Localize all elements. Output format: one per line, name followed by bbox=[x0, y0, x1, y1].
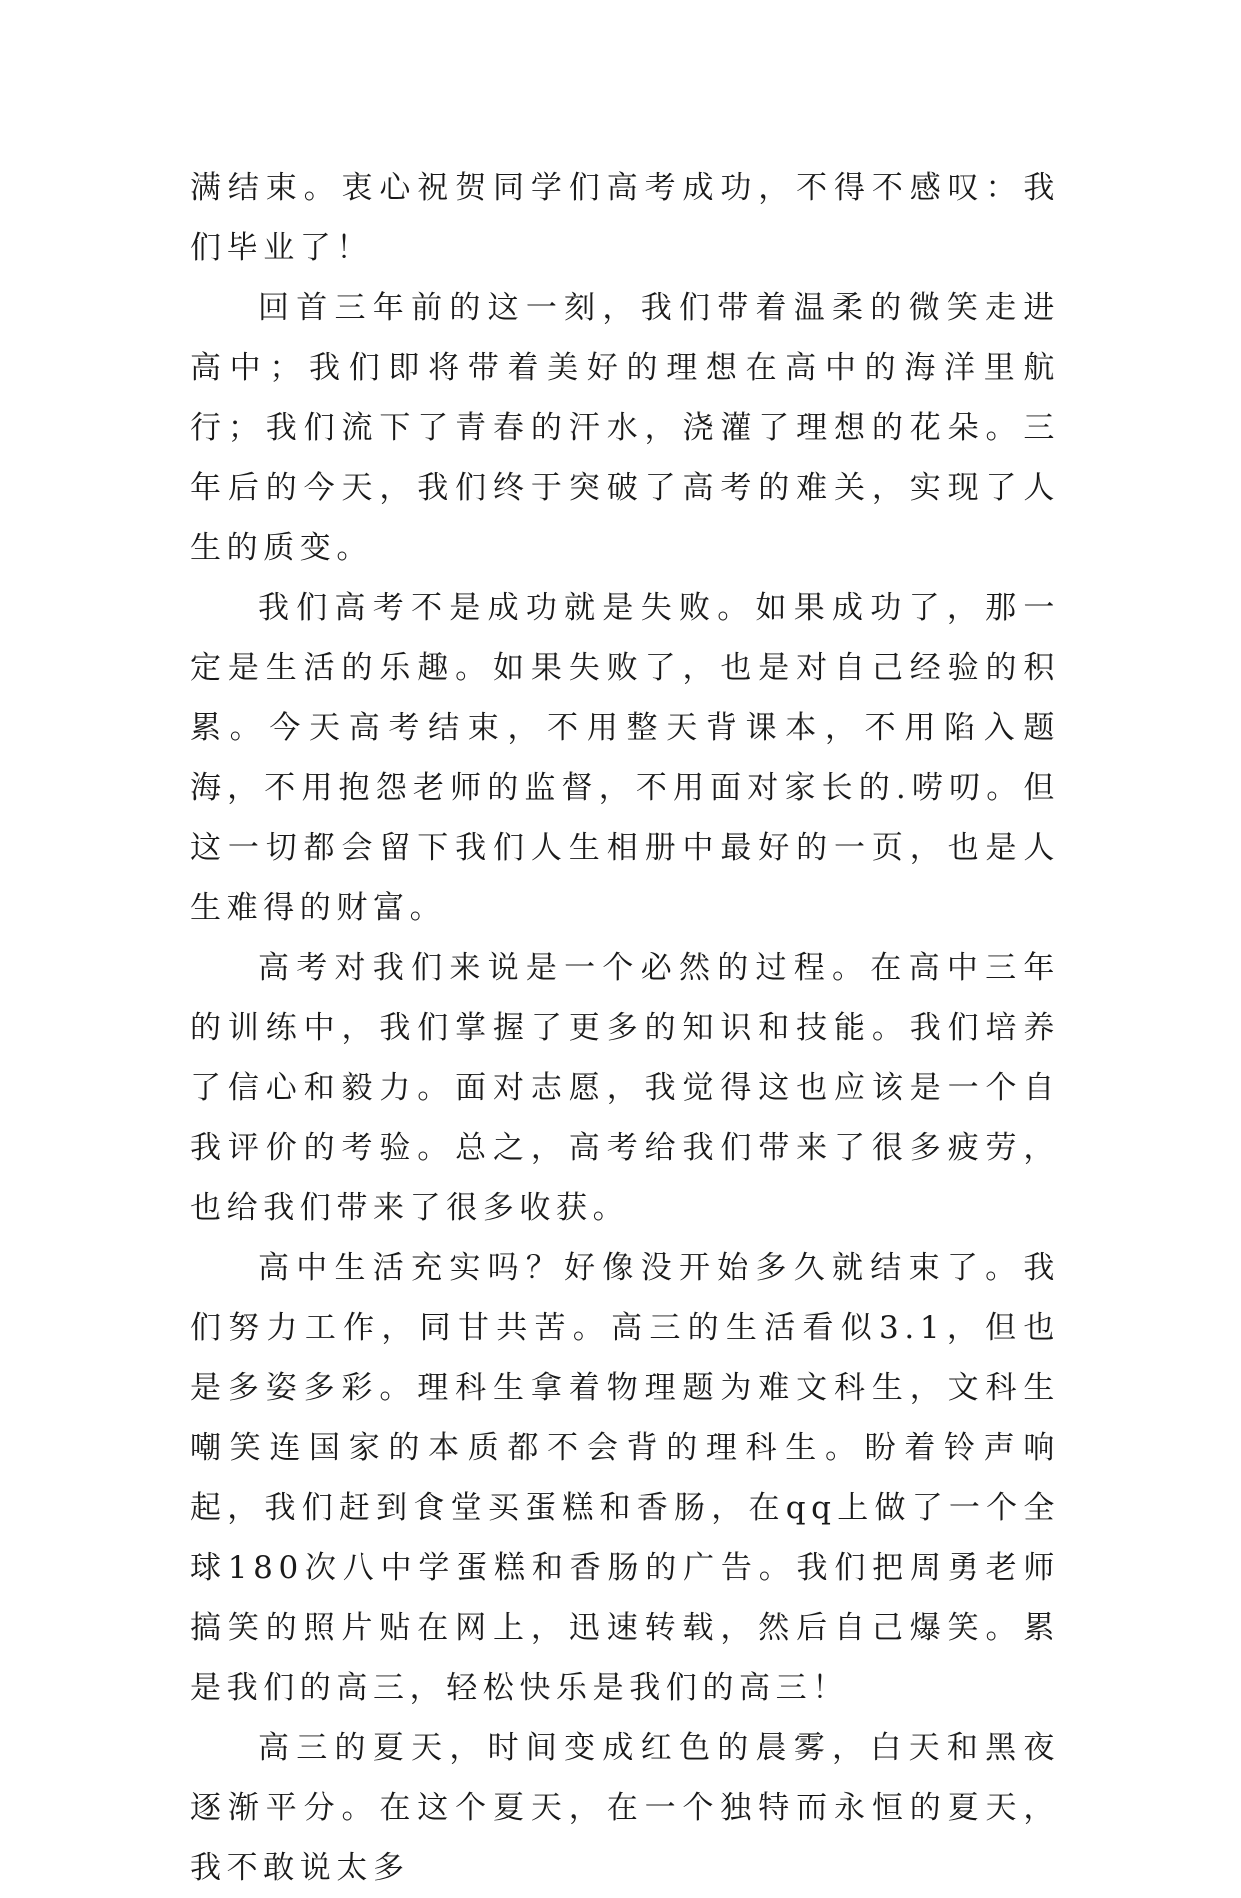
paragraph-1: 满结束。衷心祝贺同学们高考成功，不得不感叹：我们毕业了！ bbox=[190, 170, 1060, 266]
paragraph-6: 高三的夏天，时间变成红色的晨雾，白天和黑夜逐渐平分。在这个夏天，在一个独特而永恒的夏天，我不敢说太多 bbox=[190, 1730, 1060, 1886]
paragraph-3: 我们高考不是成功就是失败。如果成功了，那一定是生活的乐趣。如果失败了，也是对自己经验的积累。今天高考结束，不用整天背课本，不用陷入题海，不用抱怨老师的监督，不用面对家长的.唠叨。但这一切都会留下我们人生相册中最好的一页，也是人生难得的财富。 bbox=[190, 590, 1060, 926]
document-body bbox=[190, 158, 1060, 1898]
paragraph-5: 高中生活充实吗？好像没开始多久就结束了。我们努力工作，同甘共苦。高三的生活看似3.1，但也是多姿多彩。理科生拿着物理题为难文科生，文科生嘲笑连国家的本质都不会背的理科生。盼着铃声响起，我们赶到食堂买蛋糕和香肠，在qq上做了一个全球180次八中学蛋糕和香肠的广告。我们把周勇老师搞笑的照片贴在网上，迅速转载，然后自己爆笑。累是我们的高三，轻松快乐是我们的高三！ bbox=[190, 1250, 1060, 1706]
paragraph-2: 回首三年前的这一刻，我们带着温柔的微笑走进高中；我们即将带着美好的理想在高中的海洋里航行；我们流下了青春的汗水，浇灌了理想的花朵。三年后的今天，我们终于突破了高考的难关，实现了人生的质变。 bbox=[190, 290, 1060, 566]
paragraph-4: 高考对我们来说是一个必然的过程。在高中三年的训练中，我们掌握了更多的知识和技能。我们培养了信心和毅力。面对志愿，我觉得这也应该是一个自我评价的考验。总之，高考给我们带来了很多疲劳，也给我们带来了很多收获。 bbox=[190, 950, 1060, 1226]
